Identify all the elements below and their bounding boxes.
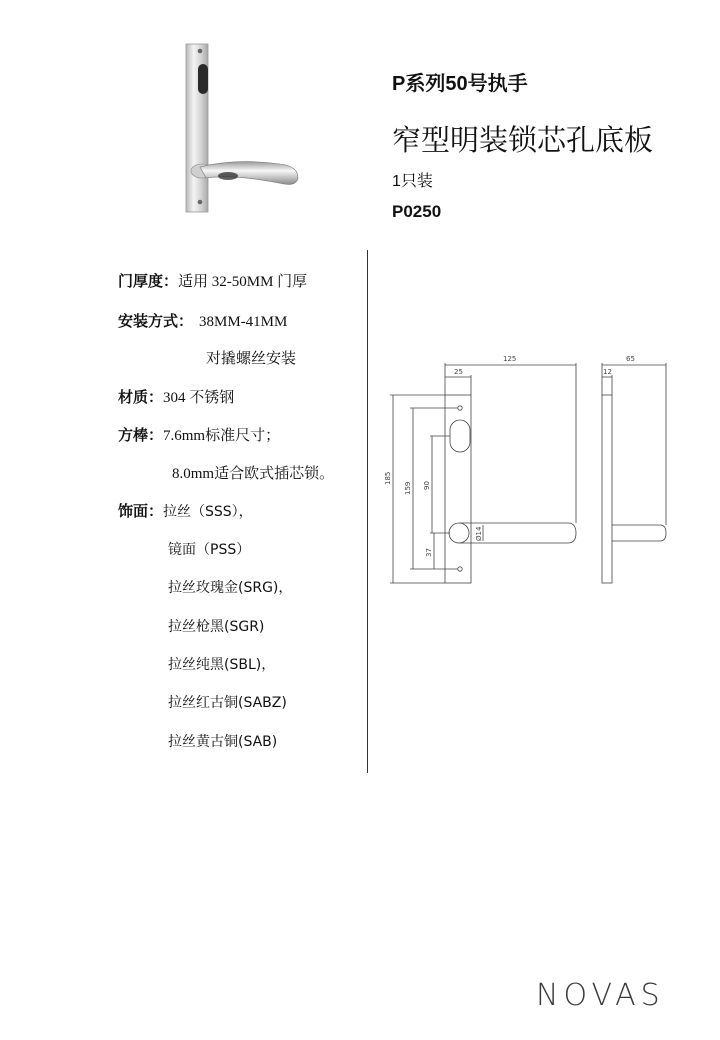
- finish-label: 饰面：: [118, 504, 164, 520]
- install-value: 38MM-41MM: [199, 314, 288, 330]
- material-value: 304 不锈钢: [163, 390, 235, 406]
- finish-item: 拉丝红古铜(SABZ): [168, 695, 287, 711]
- product-header: [392, 70, 712, 222]
- finish-row: [118, 500, 253, 521]
- finish-item: 拉丝枪黑(SGR): [168, 619, 265, 635]
- dim-height: 185: [384, 471, 392, 485]
- dim-plate-thickness: 12: [603, 368, 612, 376]
- product-photo: [176, 40, 306, 220]
- door-thickness-value: 适用 32-50MM 门厚: [178, 274, 308, 290]
- door-thickness-label: 门厚度：: [118, 274, 179, 290]
- install-value-2: 对撬螺丝安装: [206, 351, 297, 367]
- finish-item: 拉丝黄古铜(SAB): [168, 734, 278, 750]
- dim-plate-width: 25: [454, 368, 463, 376]
- spindle-value-2: 8.0mm适合欧式插芯锁。: [172, 466, 335, 482]
- product-name: 窄型明装锁芯孔底板: [392, 123, 654, 157]
- finish-item: 拉丝纯黑(SBL)，: [168, 657, 276, 673]
- spindle-value: 7.6mm标准尺寸；: [163, 428, 281, 444]
- dim-bottom: 37: [425, 548, 433, 557]
- dim-spacing: 159: [404, 481, 412, 495]
- dim-depth: 65: [626, 355, 635, 363]
- series-title: P系列50号执手: [392, 73, 528, 95]
- dim-width: 125: [503, 355, 517, 363]
- spindle-row: [118, 424, 280, 445]
- install-row: [118, 310, 287, 331]
- product-code: P0250: [392, 202, 442, 221]
- finish-item: 镜面（PSS）: [168, 542, 251, 558]
- technical-drawing: [370, 345, 700, 595]
- pack-quantity: 1只装: [392, 173, 433, 190]
- door-thickness-row: [118, 270, 307, 291]
- material-label: 材质：: [118, 390, 164, 406]
- dim-cylinder: 90: [423, 481, 431, 490]
- finish-item: 拉丝（SSS），: [163, 504, 253, 520]
- column-divider: [367, 250, 368, 773]
- install-label: 安装方式：: [118, 314, 194, 330]
- spindle-label: 方棒：: [118, 428, 164, 444]
- brand-logo: NOVAS: [536, 978, 665, 1013]
- dim-handle-dia: Ø14: [475, 526, 483, 541]
- material-row: [118, 386, 234, 407]
- finish-item: 拉丝玫瑰金(SRG)，: [168, 580, 293, 596]
